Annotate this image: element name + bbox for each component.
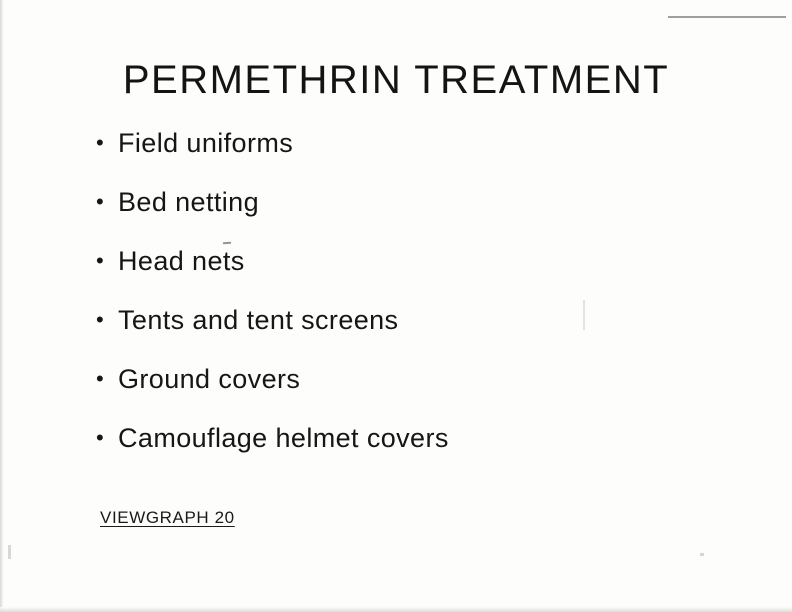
scan-artifact-speck (700, 553, 704, 556)
bullet-list (96, 128, 716, 482)
viewgraph-footer: VIEWGRAPH 20 (100, 508, 235, 527)
list-item (96, 246, 716, 305)
scan-artifact-speck (8, 545, 11, 559)
list-item-label: Field uniforms (118, 128, 294, 158)
page-title: PERMETHRIN TREATMENT (122, 58, 670, 102)
list-item-label: Head nets (118, 246, 245, 276)
bullet-icon: • (96, 425, 105, 450)
list-item (96, 364, 716, 423)
bullet-icon: • (96, 189, 105, 214)
list-item-label: Bed netting (118, 187, 260, 217)
list-item (96, 423, 716, 482)
list-item (96, 128, 716, 187)
scan-edge-bottom (0, 607, 792, 612)
list-item-label: Tents and tent screens (118, 305, 399, 335)
list-item-label: Camouflage helmet covers (118, 423, 449, 453)
scan-artifact-line (668, 16, 786, 18)
bullet-icon: • (96, 307, 105, 332)
list-item (96, 305, 716, 364)
bullet-icon: • (96, 130, 105, 155)
bullet-icon: • (96, 248, 105, 273)
bullet-icon: • (96, 366, 105, 391)
list-item (96, 187, 716, 246)
list-item-label: Ground covers (118, 364, 301, 394)
